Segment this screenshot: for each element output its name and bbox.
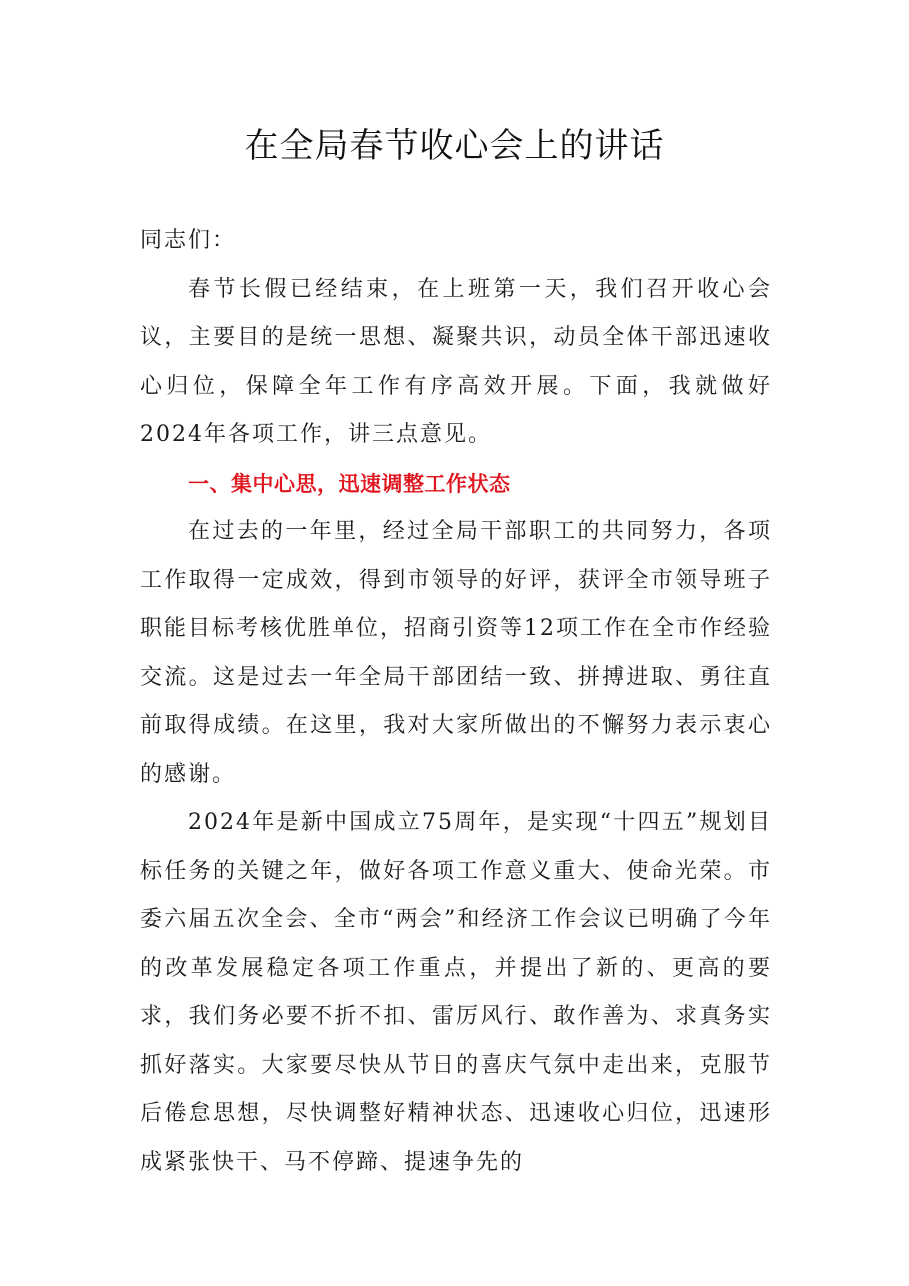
section-heading: 一、集中心思，迅速调整工作状态 — [188, 471, 511, 496]
salutation: 同志们： — [140, 228, 237, 253]
body-paragraph: 2024年是新中国成立75周年，是实现“十四五”规划目标任务的关键之年，做好各项工作意义重大、使命光荣。市委六届五次全会、全市“两会”和经济工作会议已明确了今年的改革发展稳定各项工作重点，并提出了新的、更高的要求，我们务必要不折不扣、雷厉风行、敢作善为、求真务实抓好落实。大家要尽快从节日的喜庆气氛中走出来，克服节后倦怠思想，尽快调整好精神状态、迅速收心归位，迅速形成紧张快干、马不停蹄、提速争先的 — [140, 810, 772, 1175]
document-title: 在全局春节收心会上的讲话 — [244, 126, 665, 166]
intro-paragraph: 春节长假已经结束，在上班第一天，我们召开收心会议，主要目的是统一思想、凝聚共识，动员全体干部迅速收心归位，保障全年工作有序高效开展。下面，我就做好2024年各项工作，讲三点意见。 — [140, 276, 772, 447]
document-body — [140, 217, 772, 1187]
body-paragraph: 在过去的一年里，经过全局干部职工的共同努力，各项工作取得一定成效，得到市领导的好评，获评全市领导班子职能目标考核优胜单位，招商引资等12项工作在全市作经验交流。这是过去一年全局干部团结一致、拼搏进取、勇往直前取得成绩。在这里，我对大家所做出的不懈努力表示衷心的感谢。 — [140, 519, 772, 787]
